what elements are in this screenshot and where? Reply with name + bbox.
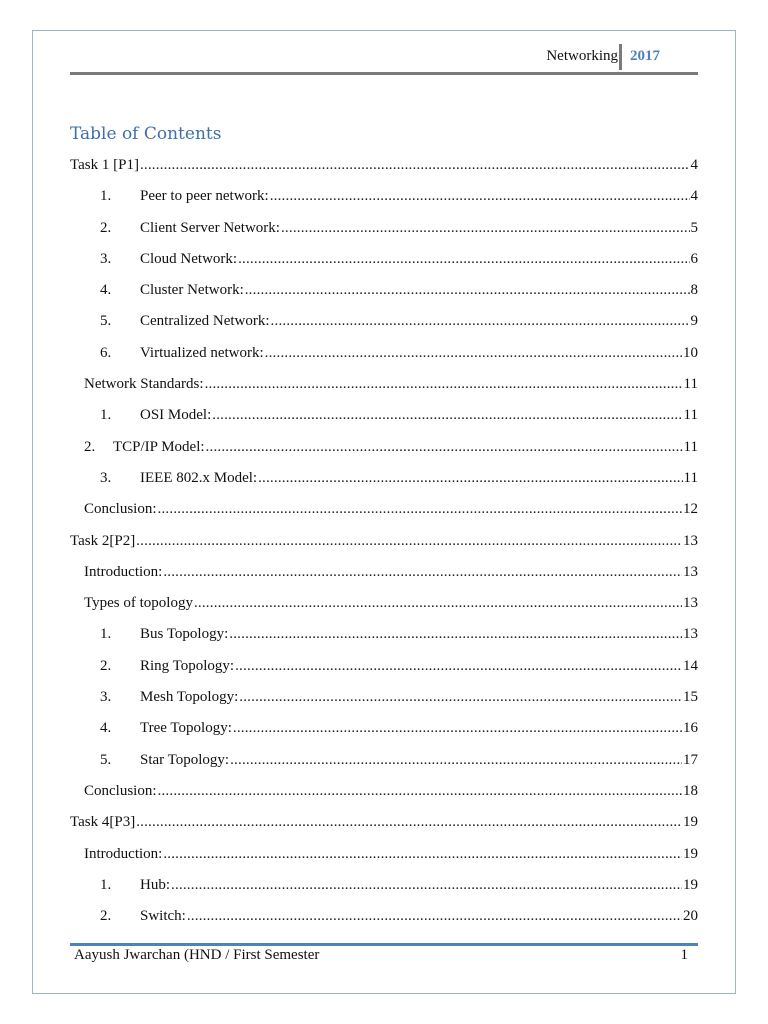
toc-entry-page: 13 bbox=[683, 626, 698, 643]
toc-dot-leader bbox=[270, 185, 690, 207]
toc-entry-number: 2. bbox=[100, 908, 112, 925]
toc-entry-title: Peer to peer network: bbox=[140, 188, 269, 205]
toc-entry-title: Star Topology: bbox=[140, 751, 230, 768]
toc-entry-title: Introduction: bbox=[84, 845, 163, 862]
toc-entry-page: 14 bbox=[683, 657, 698, 674]
toc-entry-number: 4. bbox=[100, 282, 112, 299]
toc-entry[interactable] bbox=[70, 185, 698, 216]
toc-entry-title: Cluster Network: bbox=[140, 282, 244, 299]
toc-dot-leader bbox=[235, 655, 682, 677]
toc-entry[interactable] bbox=[70, 655, 698, 686]
footer-rule bbox=[70, 943, 698, 946]
toc-entry-title: Types of topology bbox=[84, 595, 193, 612]
toc-entry-page: 13 bbox=[683, 595, 698, 612]
toc-dot-leader bbox=[239, 686, 682, 708]
toc-dot-leader bbox=[194, 592, 682, 614]
toc-entry[interactable] bbox=[70, 843, 698, 874]
toc-entry-number: 1. bbox=[100, 188, 112, 205]
toc-entry[interactable] bbox=[70, 279, 698, 310]
toc-dot-leader bbox=[271, 310, 690, 332]
toc-entry-number: 2. bbox=[100, 219, 112, 236]
toc-entry-title: Ring Topology: bbox=[140, 657, 235, 674]
toc-dot-leader bbox=[205, 373, 683, 395]
toc-entry-title: Task 2[P2] bbox=[70, 532, 136, 549]
toc-entry-title: Switch: bbox=[140, 908, 186, 925]
toc-entry-page: 13 bbox=[683, 532, 698, 549]
toc-dot-leader bbox=[281, 217, 690, 239]
footer-page-number: 1 bbox=[680, 947, 688, 963]
toc-entry-number: 1. bbox=[100, 876, 112, 893]
toc-entry-number: 1. bbox=[100, 407, 112, 424]
toc-entry-page: 15 bbox=[683, 689, 698, 706]
toc-entry-title: Task 4[P3] bbox=[70, 814, 136, 831]
toc-entry[interactable] bbox=[70, 686, 698, 717]
toc-dot-leader bbox=[245, 279, 690, 301]
toc-entry-page: 8 bbox=[690, 282, 698, 299]
footer-author: Aayush Jwarchan (HND / First Semester bbox=[74, 947, 320, 963]
toc-entry-page: 11 bbox=[683, 438, 698, 455]
header-separator bbox=[619, 44, 622, 70]
toc-entry-page: 12 bbox=[683, 501, 698, 518]
toc-entry-title: IEEE 802.x Model: bbox=[140, 469, 258, 486]
page-header bbox=[70, 44, 698, 75]
toc-entry-title: Conclusion: bbox=[84, 782, 157, 799]
toc-entry-page: 11 bbox=[683, 407, 698, 424]
toc-entry-title: Mesh Topology: bbox=[140, 689, 239, 706]
toc-entry[interactable] bbox=[70, 874, 698, 905]
toc-entry-title: Client Server Network: bbox=[140, 219, 280, 236]
toc-entry[interactable] bbox=[70, 717, 698, 748]
toc-entry[interactable] bbox=[70, 623, 698, 654]
toc-dot-leader bbox=[163, 561, 682, 583]
toc-entry-page: 10 bbox=[683, 344, 698, 361]
toc-entry-title: Virtualized network: bbox=[140, 344, 264, 361]
toc-entry[interactable] bbox=[70, 592, 698, 623]
toc-entry-number: 3. bbox=[100, 469, 112, 486]
toc-entry-page: 11 bbox=[683, 376, 698, 393]
toc-entry[interactable] bbox=[70, 373, 698, 404]
toc-entry[interactable] bbox=[70, 154, 698, 185]
toc-entry-title: Cloud Network: bbox=[140, 250, 238, 267]
toc-entry-page: 5 bbox=[690, 219, 698, 236]
toc-entry-page: 4 bbox=[690, 188, 698, 205]
toc-dot-leader bbox=[258, 467, 682, 489]
toc-entry-title: OSI Model: bbox=[140, 407, 212, 424]
toc-entry[interactable] bbox=[70, 217, 698, 248]
toc-entry-title: Hub: bbox=[140, 876, 170, 893]
toc-entry[interactable] bbox=[70, 530, 698, 561]
toc-entry-page: 19 bbox=[683, 845, 698, 862]
toc-dot-leader bbox=[163, 843, 682, 865]
toc-entry[interactable] bbox=[70, 749, 698, 780]
toc-entry-number: 5. bbox=[100, 313, 112, 330]
toc-entry-number: 2. bbox=[84, 438, 96, 455]
header-year: 2017 bbox=[630, 48, 660, 64]
toc-entry[interactable] bbox=[70, 467, 698, 498]
toc-entry-title: Conclusion: bbox=[84, 501, 157, 518]
toc-dot-leader bbox=[187, 905, 682, 927]
toc-entry-title: Network Standards: bbox=[84, 376, 204, 393]
toc-entry-number: 4. bbox=[100, 720, 112, 737]
toc-entry-number: 3. bbox=[100, 250, 112, 267]
toc-entry-page: 9 bbox=[690, 313, 698, 330]
toc-entry-number: 6. bbox=[100, 344, 112, 361]
toc-entry-number: 2. bbox=[100, 657, 112, 674]
toc-dot-leader bbox=[230, 749, 682, 771]
toc-entry[interactable] bbox=[70, 498, 698, 529]
toc-entry-page: 11 bbox=[683, 469, 698, 486]
toc-dot-leader bbox=[171, 874, 682, 896]
toc-dot-leader bbox=[158, 498, 682, 520]
toc-entry-page: 17 bbox=[683, 751, 698, 768]
toc-entry-title: Task 1 [P1] bbox=[70, 157, 139, 173]
toc-dot-leader bbox=[212, 404, 682, 426]
toc-entry-page: 4 bbox=[690, 157, 698, 173]
toc-entry-page: 18 bbox=[683, 782, 698, 799]
toc-title: Table of Contents bbox=[70, 124, 222, 144]
toc-entry-title: Centralized Network: bbox=[140, 313, 270, 330]
toc-entry-page: 19 bbox=[683, 876, 698, 893]
header-subject: Networking bbox=[546, 48, 618, 64]
toc-entry[interactable] bbox=[70, 342, 698, 373]
toc-dot-leader bbox=[233, 717, 682, 739]
toc-entry-page: 19 bbox=[683, 814, 698, 831]
toc-entry-page: 6 bbox=[690, 250, 698, 267]
toc-entry-page: 20 bbox=[683, 908, 698, 925]
toc-entry-number: 1. bbox=[100, 626, 112, 643]
toc-dot-leader bbox=[265, 342, 682, 364]
toc-dot-leader bbox=[136, 530, 682, 552]
toc-dot-leader bbox=[206, 436, 683, 458]
toc-dot-leader bbox=[158, 780, 682, 802]
toc-entry-page: 13 bbox=[683, 563, 698, 580]
toc-entry[interactable] bbox=[70, 780, 698, 811]
toc-entry-title: TCP/IP Model: bbox=[113, 438, 205, 455]
toc-entry[interactable] bbox=[70, 310, 698, 341]
toc-dot-leader bbox=[136, 811, 682, 833]
toc-dot-leader bbox=[229, 623, 682, 645]
toc-entry[interactable] bbox=[70, 905, 698, 936]
toc-entry-title: Tree Topology: bbox=[140, 720, 232, 737]
toc-entry-number: 5. bbox=[100, 751, 112, 768]
toc-entry[interactable] bbox=[70, 248, 698, 279]
toc-dot-leader bbox=[238, 248, 689, 270]
toc-entry-number: 3. bbox=[100, 689, 112, 706]
toc-entry-title: Bus Topology: bbox=[140, 626, 229, 643]
toc-entry[interactable] bbox=[70, 811, 698, 842]
toc-entry-title: Introduction: bbox=[84, 563, 163, 580]
toc-entry-page: 16 bbox=[683, 720, 698, 737]
toc-dot-leader bbox=[140, 154, 690, 176]
toc-list bbox=[70, 154, 698, 936]
toc-entry[interactable] bbox=[70, 561, 698, 592]
toc-entry[interactable] bbox=[70, 404, 698, 435]
toc-entry[interactable] bbox=[70, 436, 698, 467]
